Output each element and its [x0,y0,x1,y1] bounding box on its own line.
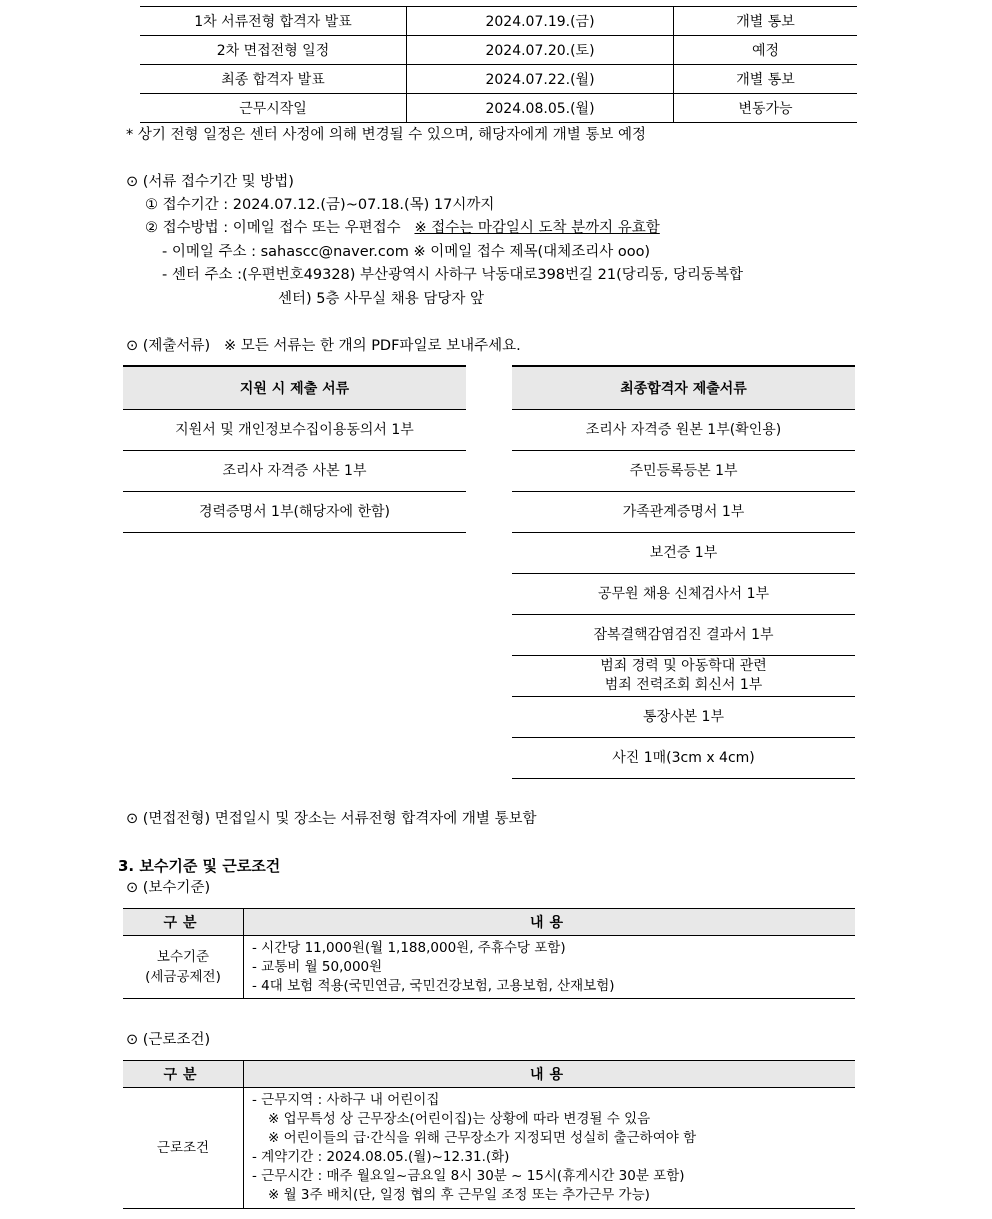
final-document-item: 주민등록등본 1부 [512,451,855,492]
work-col-category: 구분 [123,1061,244,1088]
schedule-stage: 최종 합격자 발표 [140,65,407,94]
pay-key-line2: (세금공제전) [145,969,221,985]
final-document-item: 조리사 자격증 원본 1부(확인용) [512,410,855,451]
application-heading-text: (서류 접수기간 및 방법) [142,174,294,190]
bullet-icon: ⊙ [126,1032,139,1048]
application-email: - 이메일 주소 : sahascc@naver.com ※ 이메일 접수 제목(대체조리사 ooo) [162,244,651,260]
schedule-date: 2024.07.20.(토) [407,36,674,65]
work-content [244,1088,856,1209]
bullet-icon: ⊙ [126,880,139,896]
pay-content [244,936,856,999]
table-row [140,36,857,65]
schedule-note: 개별 통보 [674,7,858,36]
documents-heading [126,336,521,356]
work-line: - 근무시간 : 매주 월요일~금요일 8시 30분 ~ 15시(휴게시간 30분 포함) [252,1168,685,1184]
table-row [140,7,857,36]
pay-key [123,936,244,999]
application-address-line2: 센터) 5층 사무실 채용 담당자 앞 [278,291,485,307]
application-method-note: ※ 접수는 마감일시 도착 분까지 유효함 [414,220,660,236]
application-heading [126,172,294,192]
table-row [512,574,855,615]
interview-line [126,809,537,829]
table-row [123,410,466,451]
schedule-date: 2024.07.22.(월) [407,65,674,94]
final-document-item [512,656,855,697]
apply-document-item: 조리사 자격증 사본 1부 [123,451,466,492]
pay-key-line1: 보수기준 [156,949,210,965]
schedule-note-text: * 상기 전형 일정은 센터 사정에 의해 변경될 수 있으며, 해당자에게 개별 통보 예정 [126,127,646,143]
apply-documents-table [123,365,466,533]
pay-heading-text: (보수기준) [142,880,211,896]
work-line: ※ 업무특성 상 근무장소(어린이집)는 상황에 따라 변경될 수 있음 [268,1111,651,1127]
section-3-title: 3. 보수기준 및 근로조건 [118,857,281,875]
bullet-icon: ⊙ [126,338,139,354]
pay-heading [126,878,210,898]
schedule-stage: 근무시작일 [140,94,407,123]
schedule-stage: 1차 서류전형 합격자 발표 [140,7,407,36]
table-row [140,65,857,94]
table-row [123,1088,855,1209]
work-line: - 근무지역 : 사하구 내 어린이집 [252,1092,440,1108]
work-key: 근로조건 [123,1088,244,1209]
schedule-note: 예정 [674,36,858,65]
schedule-date: 2024.07.19.(금) [407,7,674,36]
table-row [123,492,466,533]
apply-document-item: 지원서 및 개인정보수집이용동의서 1부 [123,410,466,451]
pay-line: - 시간당 11,000원(월 1,188,000원, 주휴수당 포함) [252,939,566,956]
pay-table [123,908,855,999]
final-document-item-line1: 범죄 경력 및 아동학대 관련 [600,658,767,674]
final-document-item: 통장사본 1부 [512,697,855,738]
work-col-content: 내용 [244,1061,856,1088]
table-row [512,615,855,656]
schedule-note: 변동가능 [674,94,858,123]
application-period: ① 접수기간 : 2024.07.12.(금)~07.18.(목) 17시까지 [145,197,495,213]
work-line: ※ 월 3주 배치(단, 일정 협의 후 근무일 조정 또는 추가근무 가능) [268,1187,650,1203]
table-row [123,451,466,492]
application-method [145,218,660,238]
table-row [512,738,855,779]
table-row [512,410,855,451]
documents-heading-text: (제출서류) [142,338,211,354]
final-document-item: 보건증 1부 [512,533,855,574]
final-document-item: 공무원 채용 신체검사서 1부 [512,574,855,615]
work-line: - 계약기간 : 2024.08.05.(월)~12.31.(화) [252,1149,510,1165]
final-document-item-line2: 범죄 전력조회 회신서 1부 [604,677,763,693]
bullet-icon: ⊙ [126,811,139,827]
table-row [123,936,855,999]
pay-line: - 교통비 월 50,000원 [252,958,383,975]
schedule-stage: 2차 면접전형 일정 [140,36,407,65]
table-row [512,533,855,574]
table-row [512,451,855,492]
final-documents-header: 최종합격자 제출서류 [512,366,855,410]
documents-note: ※ 모든 서류는 한 개의 PDF파일로 보내주세요. [223,338,521,354]
apply-document-item: 경력증명서 1부(해당자에 한함) [123,492,466,533]
work-heading-text: (근로조건) [142,1032,211,1048]
application-method-text: ② 접수방법 : 이메일 접수 또는 우편접수 [145,220,401,236]
final-document-item: 잠복결핵감염검진 결과서 1부 [512,615,855,656]
schedule-table [140,6,857,123]
table-row [140,94,857,123]
apply-documents-header: 지원 시 제출 서류 [123,366,466,410]
table-row [512,492,855,533]
bullet-icon: ⊙ [126,174,139,190]
final-document-item: 사진 1매(3cm x 4cm) [512,738,855,779]
work-table [123,1060,855,1209]
pay-col-content: 내용 [244,909,856,936]
final-document-item: 가족관계증명서 1부 [512,492,855,533]
work-line: ※ 어린이들의 급·간식을 위해 근무장소가 지정되면 성실히 출근하여야 함 [268,1130,697,1146]
interview-text: (면접전형) 면접일시 및 장소는 서류전형 합격자에 개별 통보함 [142,811,537,827]
schedule-date: 2024.08.05.(월) [407,94,674,123]
pay-line: - 4대 보험 적용(국민연금, 국민건강보험, 고용보험, 산재보험) [252,977,615,994]
schedule-note: 개별 통보 [674,65,858,94]
table-row [512,697,855,738]
application-address-line1: - 센터 주소 :(우편번호49328) 부산광역시 사하구 낙동대로398번길 21(당리동, 당리동복합 [162,267,744,283]
pay-col-category: 구분 [123,909,244,936]
table-row [512,656,855,697]
work-heading [126,1030,210,1050]
final-documents-table [512,365,855,779]
